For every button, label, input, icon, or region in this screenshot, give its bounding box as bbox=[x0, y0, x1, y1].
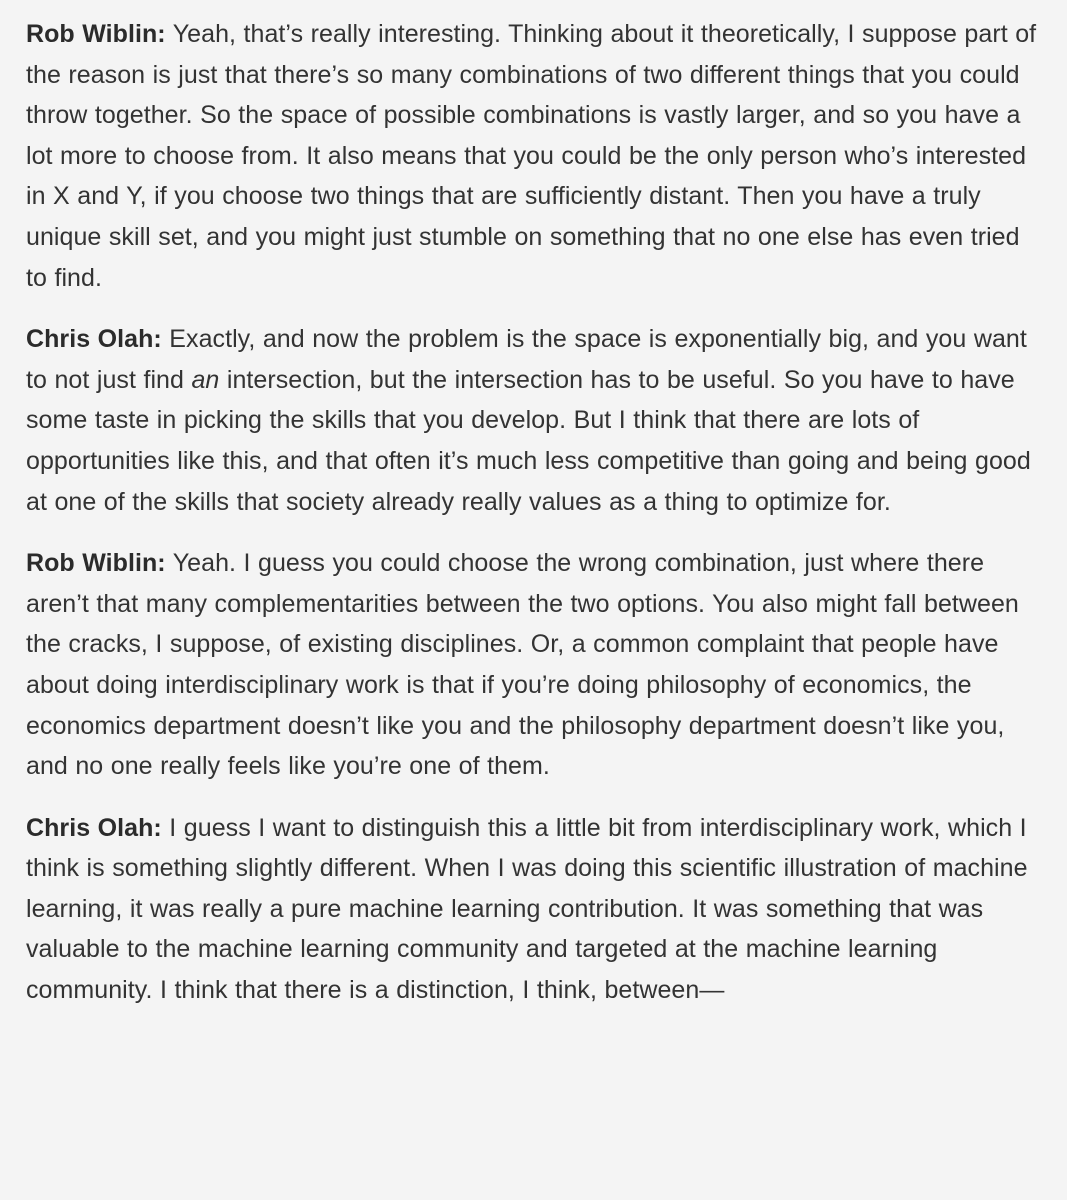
speaker-name: Rob Wiblin: bbox=[26, 20, 166, 48]
turn-text: Yeah. I guess you could choose the wrong combination, just where there aren’t that many complementarities between the two options. You also might fall between the cracks, I suppose, of existing disciplines. Or, a common complaint that people have about doing interdisciplinary work is that if you’re doing philosophy of economics, the economics department doesn’t like you and the philosophy department doesn’t like you, and no one really feels like you’re one of them. bbox=[26, 549, 1019, 781]
transcript-turn-rob-1 bbox=[26, 14, 1043, 298]
emphasized-text: an bbox=[191, 365, 220, 394]
turn-text: Exactly, and now the problem is the space is exponentially big, and you want to not just find bbox=[26, 325, 1027, 394]
speaker-name: Rob Wiblin: bbox=[26, 549, 166, 578]
transcript-turn-chris-1 bbox=[26, 319, 1043, 522]
transcript-turn-rob-2 bbox=[26, 543, 1043, 787]
turn-text: intersection, but the intersection has to be useful. So you have to have some taste in picking the skills that you develop. But I think that there are lots of opportunities like this, and that often it’s much less competitive than going and being good at one of the skills that society already really values as a thing to optimize for. bbox=[26, 365, 1031, 516]
turn-text: I guess I want to distinguish this a little bit from interdisciplinary work, which I think is something slightly different. When I was doing this scientific illustration of machine learning, it was really a pure machine learning contribution. It was something that was valuable to the machine learning community and targeted at the machine learning community. I think that there is a distinction, I think, between— bbox=[26, 813, 1028, 1005]
speaker-name: Chris Olah: bbox=[26, 325, 162, 354]
speaker-name: Chris Olah: bbox=[26, 813, 162, 842]
turn-text: Yeah, that’s really interesting. Thinking about it theoretically, I suppose part of the reason is just that there’s so many combinations of two different things that you could throw together. So the space of possible combinations is vastly larger, and so you have a lot more to choose from. It also means that you could be the only person who’s interested in X and Y, if you choose two things that are sufficiently distant. Then you have a truly unique skill set, and you might just stumble on something that no one else has even tried to find. bbox=[26, 20, 1037, 292]
transcript-turn-chris-2 bbox=[26, 808, 1043, 1011]
